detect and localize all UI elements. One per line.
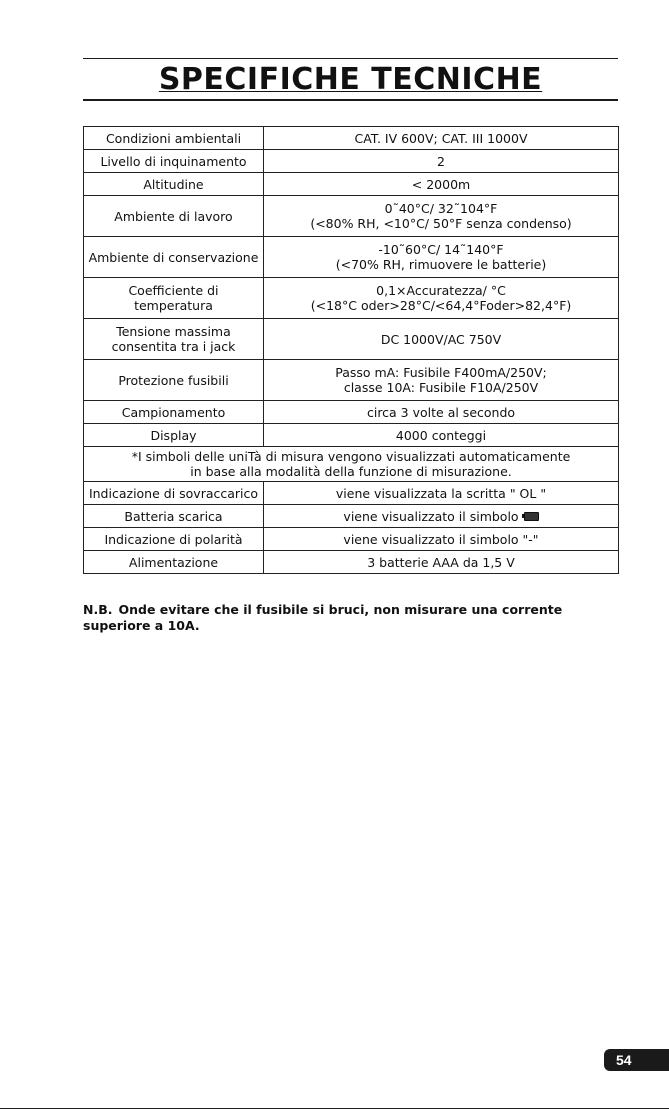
spec-label: Coefficiente di temperatura [84, 278, 264, 319]
spec-row-max-voltage [84, 319, 619, 360]
spec-value-line: classe 10A: Fusibile F10A/250V [343, 380, 539, 395]
spec-row-working-environment [84, 196, 619, 237]
spec-label: Campionamento [84, 401, 264, 424]
spec-label [84, 319, 264, 360]
spec-value-text: viene visualizzato il simbolo [343, 508, 519, 524]
spec-value: 2 [264, 150, 619, 173]
spec-value-line: -10˜60°C/ 14˜140°F [378, 242, 504, 257]
spec-label: Livello di inquinamento [84, 150, 264, 173]
footnote-prefix: N.B. [83, 602, 113, 617]
spec-value [264, 278, 619, 319]
spec-value [264, 196, 619, 237]
footnote [83, 602, 618, 634]
spec-value [264, 505, 619, 528]
footnote-text: Onde evitare che il fusibile si bruci, non misurare una corrente superiore a 10A. [83, 602, 563, 633]
spec-value-line: 0˜40°C/ 32˜104°F [384, 201, 498, 216]
spec-label-line: consentita tra i jack [111, 339, 236, 354]
title-bottom-rule [83, 99, 618, 101]
spec-row-overload [84, 482, 619, 505]
spec-label: Indicazione di sovraccarico [84, 482, 264, 505]
spec-value-line: (<70% RH, rimuovere le batterie) [335, 257, 547, 272]
spec-row-display [84, 424, 619, 447]
spec-value: DC 1000V/AC 750V [264, 319, 619, 360]
spec-value-line: Passo mA: Fusibile F400mA/250V; [335, 365, 547, 380]
spec-label: Ambiente di lavoro [84, 196, 264, 237]
spec-row-temperature-coefficient [84, 278, 619, 319]
title-top-rule [83, 58, 618, 59]
spec-row-units-note [84, 447, 619, 482]
spec-label: Display [84, 424, 264, 447]
specifications-table [83, 126, 619, 574]
spec-row-storage-environment [84, 237, 619, 278]
spec-row-polarity [84, 528, 619, 551]
spec-row-sampling [84, 401, 619, 424]
spec-row-pollution-level [84, 150, 619, 173]
spec-label: Alimentazione [84, 551, 264, 574]
spec-value: viene visualizzato il simbolo "-" [264, 528, 619, 551]
spec-value-line: (<80% RH, <10°C/ 50°F senza condenso) [310, 216, 572, 231]
spec-row-environmental-conditions [84, 127, 619, 150]
page-title: SPECIFICHE TECNICHE [158, 62, 543, 97]
spec-label-line: Tensione massima [116, 324, 231, 339]
spec-label: Altitudine [84, 173, 264, 196]
spec-value: CAT. IV 600V; CAT. III 1000V [264, 127, 619, 150]
spec-label: Protezione fusibili [84, 360, 264, 401]
spec-value: viene visualizzata la scritta " OL " [264, 482, 619, 505]
spec-label: Ambiente di conservazione [84, 237, 264, 278]
spec-row-altitude [84, 173, 619, 196]
spec-row-low-battery [84, 505, 619, 528]
page-number-badge: 54 [604, 1049, 669, 1071]
bottom-rule [0, 1108, 669, 1109]
units-note [84, 447, 619, 482]
spec-value: 4000 conteggi [264, 424, 619, 447]
spec-label: Condizioni ambientali [84, 127, 264, 150]
units-note-line: *I simboli delle uniTà di misura vengono visualizzati automaticamente [131, 449, 571, 464]
low-battery-icon [524, 512, 539, 521]
spec-row-power-supply [84, 551, 619, 574]
spec-value: circa 3 volte al secondo [264, 401, 619, 424]
spec-value: 3 batterie AAA da 1,5 V [264, 551, 619, 574]
spec-value-line: (<18°C oder>28°C/<64,4°Foder>82,4°F) [310, 298, 572, 313]
spec-value [264, 237, 619, 278]
spec-label: Indicazione di polarità [84, 528, 264, 551]
spec-value [264, 360, 619, 401]
spec-row-fuse-protection [84, 360, 619, 401]
spec-value: < 2000m [264, 173, 619, 196]
spec-label: Batteria scarica [84, 505, 264, 528]
spec-value-line: 0,1×Accuratezza/ °C [376, 283, 506, 298]
units-note-line: in base alla modalità della funzione di misurazione. [190, 464, 512, 479]
